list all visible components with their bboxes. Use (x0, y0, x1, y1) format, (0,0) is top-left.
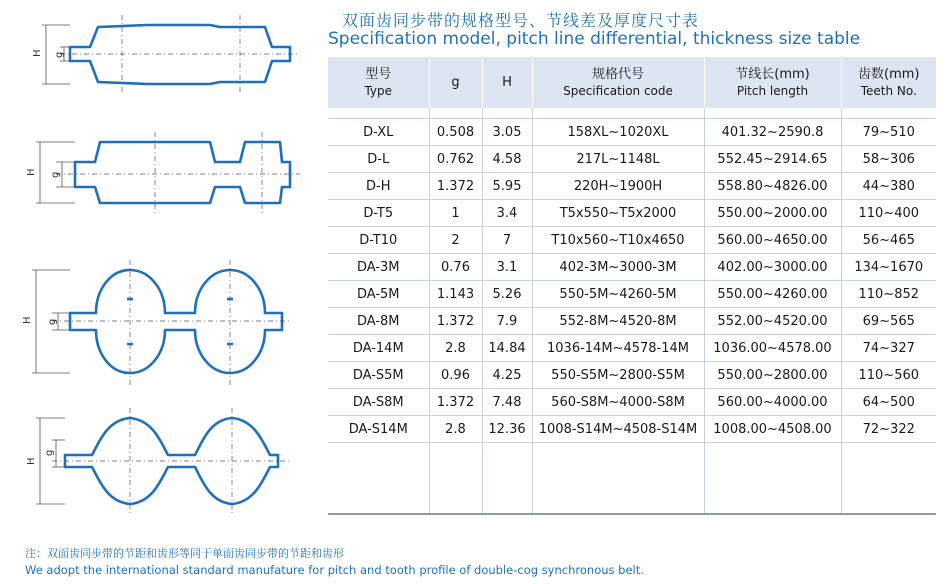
cell-h: 3.05 (482, 119, 532, 146)
table-row (328, 146, 936, 173)
cell-teeth-no: 134~1670 (841, 254, 936, 281)
cell-pitch-length: 560.00~4000.00 (704, 389, 841, 416)
cell-type: DA-8M (328, 308, 429, 335)
cell-g: 0.96 (429, 362, 482, 389)
cell-type: D-T5 (328, 200, 429, 227)
cell-g: 0.76 (429, 254, 482, 281)
cell-type: D-XL (328, 119, 429, 146)
cell-h: 4.25 (482, 362, 532, 389)
cell-pitch-length: 560.00~4650.00 (704, 227, 841, 254)
cell-h: 7.9 (482, 308, 532, 335)
cell-teeth-no: 58~306 (841, 146, 936, 173)
cell-g: 1.372 (429, 173, 482, 200)
cell-h: 3.1 (482, 254, 532, 281)
cell-pitch-length: 550.00~2000.00 (704, 200, 841, 227)
cell-spec-code: T5x550~T5x2000 (532, 200, 704, 227)
table-row (328, 308, 936, 335)
cell-pitch-length: 1036.00~4578.00 (704, 335, 841, 362)
cell-pitch-length: 552.45~2914.65 (704, 146, 841, 173)
cell-g: 1.372 (429, 389, 482, 416)
cell-spec-code: 220H~1900H (532, 173, 704, 200)
header-h: H (482, 57, 532, 108)
table-row (328, 281, 936, 308)
profile-htd (22, 260, 292, 385)
cell-spec-code: T10x560~T10x4650 (532, 227, 704, 254)
cell-teeth-no: 44~380 (841, 173, 936, 200)
cell-type: D-H (328, 173, 429, 200)
cell-spec-code: 560-S8M~4000-S8M (532, 389, 704, 416)
table-row (328, 416, 936, 443)
cell-pitch-length: 1008.00~4508.00 (704, 416, 841, 443)
label-g-4: g (44, 449, 55, 456)
note-chinese: 注：双面齿同步带的节距和齿形等同于单面齿同步带的节距和齿形 (25, 547, 344, 560)
cell-spec-code: 552-8M~4520-8M (532, 308, 704, 335)
cell-teeth-no: 64~500 (841, 389, 936, 416)
cell-teeth-no: 69~565 (841, 308, 936, 335)
title-english: Specification model, pitch line differential, thickness size table (328, 29, 861, 49)
note-english: We adopt the international standard manufature for pitch and tooth profile of double-cog synchronous belt. (25, 563, 644, 577)
table-spacer-row (328, 108, 936, 119)
table-row (328, 362, 936, 389)
cell-g: 2.8 (429, 416, 482, 443)
cell-type: DA-S8M (328, 389, 429, 416)
table-row (328, 173, 936, 200)
cell-pitch-length: 402.00~3000.00 (704, 254, 841, 281)
cell-spec-code: 158XL~1020XL (532, 119, 704, 146)
cell-spec-code: 550-5M~4260-5M (532, 281, 704, 308)
cell-g: 0.762 (429, 146, 482, 173)
cell-h: 4.58 (482, 146, 532, 173)
cell-spec-code: 550-S5M~2800-S5M (532, 362, 704, 389)
cell-g: 2 (429, 227, 482, 254)
cell-spec-code: 217L~1148L (532, 146, 704, 173)
cell-pitch-length: 552.00~4520.00 (704, 308, 841, 335)
cell-pitch-length: 550.00~2800.00 (704, 362, 841, 389)
cell-type: DA-3M (328, 254, 429, 281)
table-row (328, 335, 936, 362)
cell-pitch-length: 550.00~4260.00 (704, 281, 841, 308)
cell-pitch-length: 401.32~2590.8 (704, 119, 841, 146)
header-teeth-no: 齿数(mm) Teeth No. (841, 57, 936, 108)
cell-teeth-no: 110~560 (841, 362, 936, 389)
table-blank-row (328, 443, 936, 515)
header-pitch-length: 节线长(mm) Pitch length (704, 57, 841, 108)
profile-l (26, 132, 300, 215)
spec-table (328, 57, 936, 515)
profile-xl (32, 15, 300, 95)
header-g: g (429, 57, 482, 108)
belt-profile-diagrams (0, 0, 320, 540)
label-H-3: H (22, 316, 33, 324)
cell-type: DA-5M (328, 281, 429, 308)
cell-pitch-length: 558.80~4826.00 (704, 173, 841, 200)
cell-teeth-no: 110~400 (841, 200, 936, 227)
cell-type: DA-S14M (328, 416, 429, 443)
profile-std (26, 408, 290, 515)
label-g-3: g (47, 318, 58, 325)
cell-spec-code: 1036-14M~4578-14M (532, 335, 704, 362)
label-g-2: g (50, 171, 61, 178)
cell-g: 1.372 (429, 308, 482, 335)
cell-type: D-T10 (328, 227, 429, 254)
table-row (328, 389, 936, 416)
label-H-1: H (32, 49, 43, 57)
label-g-1: g (54, 51, 65, 58)
cell-g: 1.143 (429, 281, 482, 308)
cell-type: DA-14M (328, 335, 429, 362)
header-type: 型号 Type (328, 57, 429, 108)
label-H-4: H (26, 457, 37, 465)
label-H-2: H (26, 168, 37, 176)
cell-spec-code: 402-3M~3000-3M (532, 254, 704, 281)
cell-h: 12.36 (482, 416, 532, 443)
cell-teeth-no: 74~327 (841, 335, 936, 362)
cell-type: DA-S5M (328, 362, 429, 389)
table-header-row (328, 57, 936, 108)
table-row (328, 227, 936, 254)
cell-g: 0.508 (429, 119, 482, 146)
cell-teeth-no: 110~852 (841, 281, 936, 308)
cell-g: 1 (429, 200, 482, 227)
title-chinese: 双面齿同步带的规格型号、节线差及厚度尺寸表 (342, 11, 700, 30)
cell-h: 14.84 (482, 335, 532, 362)
cell-h: 5.95 (482, 173, 532, 200)
table-row (328, 254, 936, 281)
cell-teeth-no: 72~322 (841, 416, 936, 443)
table-row (328, 119, 936, 146)
table-row (328, 200, 936, 227)
cell-teeth-no: 79~510 (841, 119, 936, 146)
cell-spec-code: 1008-S14M~4508-S14M (532, 416, 704, 443)
cell-h: 7 (482, 227, 532, 254)
header-spec-code: 规格代号 Specification code (532, 57, 704, 108)
cell-teeth-no: 56~465 (841, 227, 936, 254)
cell-h: 7.48 (482, 389, 532, 416)
cell-type: D-L (328, 146, 429, 173)
cell-h: 5.26 (482, 281, 532, 308)
cell-g: 2.8 (429, 335, 482, 362)
cell-h: 3.4 (482, 200, 532, 227)
